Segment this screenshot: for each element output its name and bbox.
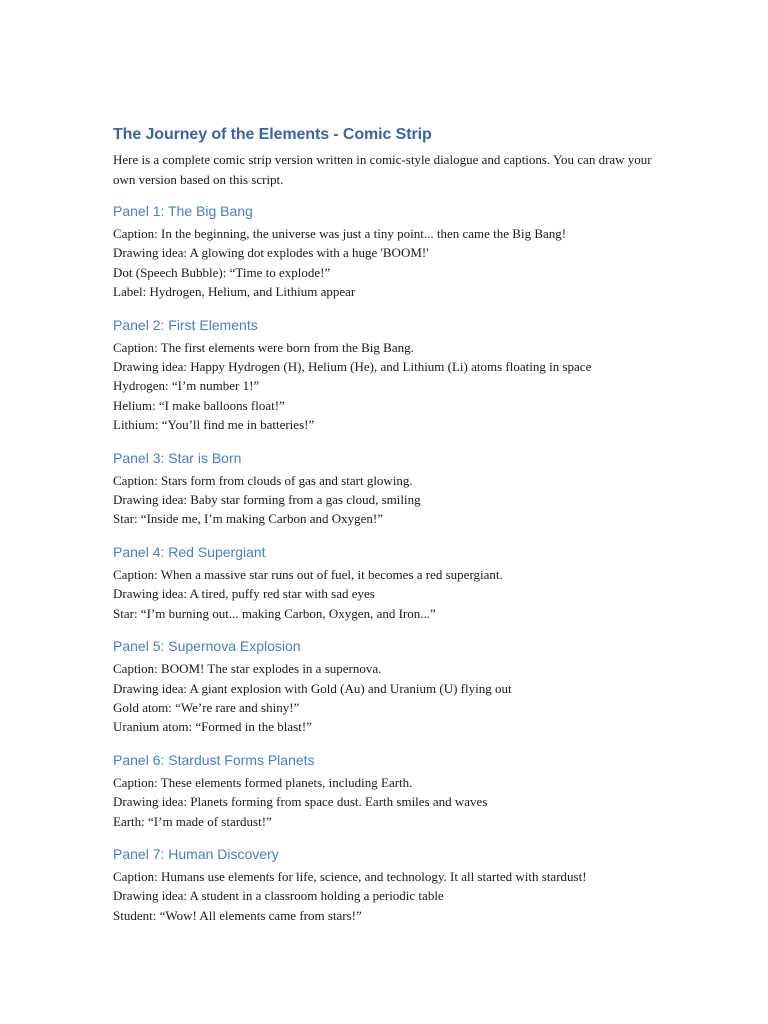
panel-line: Caption: These elements formed planets, including Earth. [113,774,413,790]
panel-section-2 [113,315,673,435]
panel-line: Caption: The first elements were born from the Big Bang. [113,339,414,355]
document-page [113,124,673,938]
panel-line: Drawing idea: Happy Hydrogen (H), Helium (He), and Lithium (Li) atoms floating in space [113,359,592,375]
panel-line: Earth: “I’m made of stardust!” [113,813,272,829]
panel-line: Student: “Wow! All elements came from stars!” [113,907,362,923]
panel-heading: Panel 4: Red Supergiant [113,543,266,560]
panel-line: Caption: Stars form from clouds of gas and start glowing. [113,472,413,488]
panel-section-7 [113,844,673,925]
panel-line: Drawing idea: Planets forming from space dust. Earth smiles and waves [113,794,488,810]
panel-section-5 [113,636,673,737]
panel-line: Star: “I’m burning out... making Carbon, Oxygen, and Iron...” [113,605,436,621]
panel-section-4 [113,542,673,623]
panel-line: Drawing idea: A glowing dot explodes with a huge 'BOOM!' [113,245,429,261]
panel-line: Lithium: “You’ll find me in batteries!” [113,417,315,433]
panel-line: Drawing idea: A student in a classroom holding a periodic table [113,888,444,904]
panel-line: Dot (Speech Bubble): “Time to explode!” [113,264,331,280]
panel-line: Drawing idea: Baby star forming from a gas cloud, smiling [113,492,421,508]
panel-section-1 [113,201,673,302]
panel-line: Drawing idea: A tired, puffy red star with sad eyes [113,586,375,602]
panel-line: Caption: BOOM! The star explodes in a supernova. [113,661,382,677]
document-title: The Journey of the Elements - Comic Strip [113,126,432,143]
panel-section-6 [113,750,673,831]
panel-line: Drawing idea: A giant explosion with Gold (Au) and Uranium (U) flying out [113,680,512,696]
panel-heading: Panel 2: First Elements [113,316,258,333]
panel-heading: Panel 7: Human Discovery [113,845,279,862]
panel-line: Hydrogen: “I’m number 1!” [113,378,260,394]
panel-section-3 [113,448,673,529]
panel-list [113,201,673,925]
panel-line: Label: Hydrogen, Helium, and Lithium appear [113,284,356,300]
panel-heading: Panel 5: Supernova Explosion [113,638,301,655]
panel-line: Gold atom: “We’re rare and shiny!” [113,699,300,715]
panel-heading: Panel 1: The Big Bang [113,203,253,219]
panel-line: Helium: “I make balloons float!” [113,397,285,413]
panel-line: Caption: When a massive star runs out of fuel, it becomes a red supergiant. [113,566,503,582]
panel-heading: Panel 3: Star is Born [113,449,242,466]
panel-heading: Panel 6: Stardust Forms Planets [113,751,315,768]
panel-line: Uranium atom: “Formed in the blast!” [113,719,312,735]
intro-paragraph: Here is a complete comic strip version written in comic-style dialogue and captions. You can draw your own version based on this script. [113,152,652,187]
panel-line: Caption: Humans use elements for life, science, and technology. It all started with stardust! [113,868,587,884]
panel-line: Star: “Inside me, I’m making Carbon and Oxygen!” [113,511,384,527]
panel-line: Caption: In the beginning, the universe was just a tiny point... then came the Big Bang! [113,226,567,241]
